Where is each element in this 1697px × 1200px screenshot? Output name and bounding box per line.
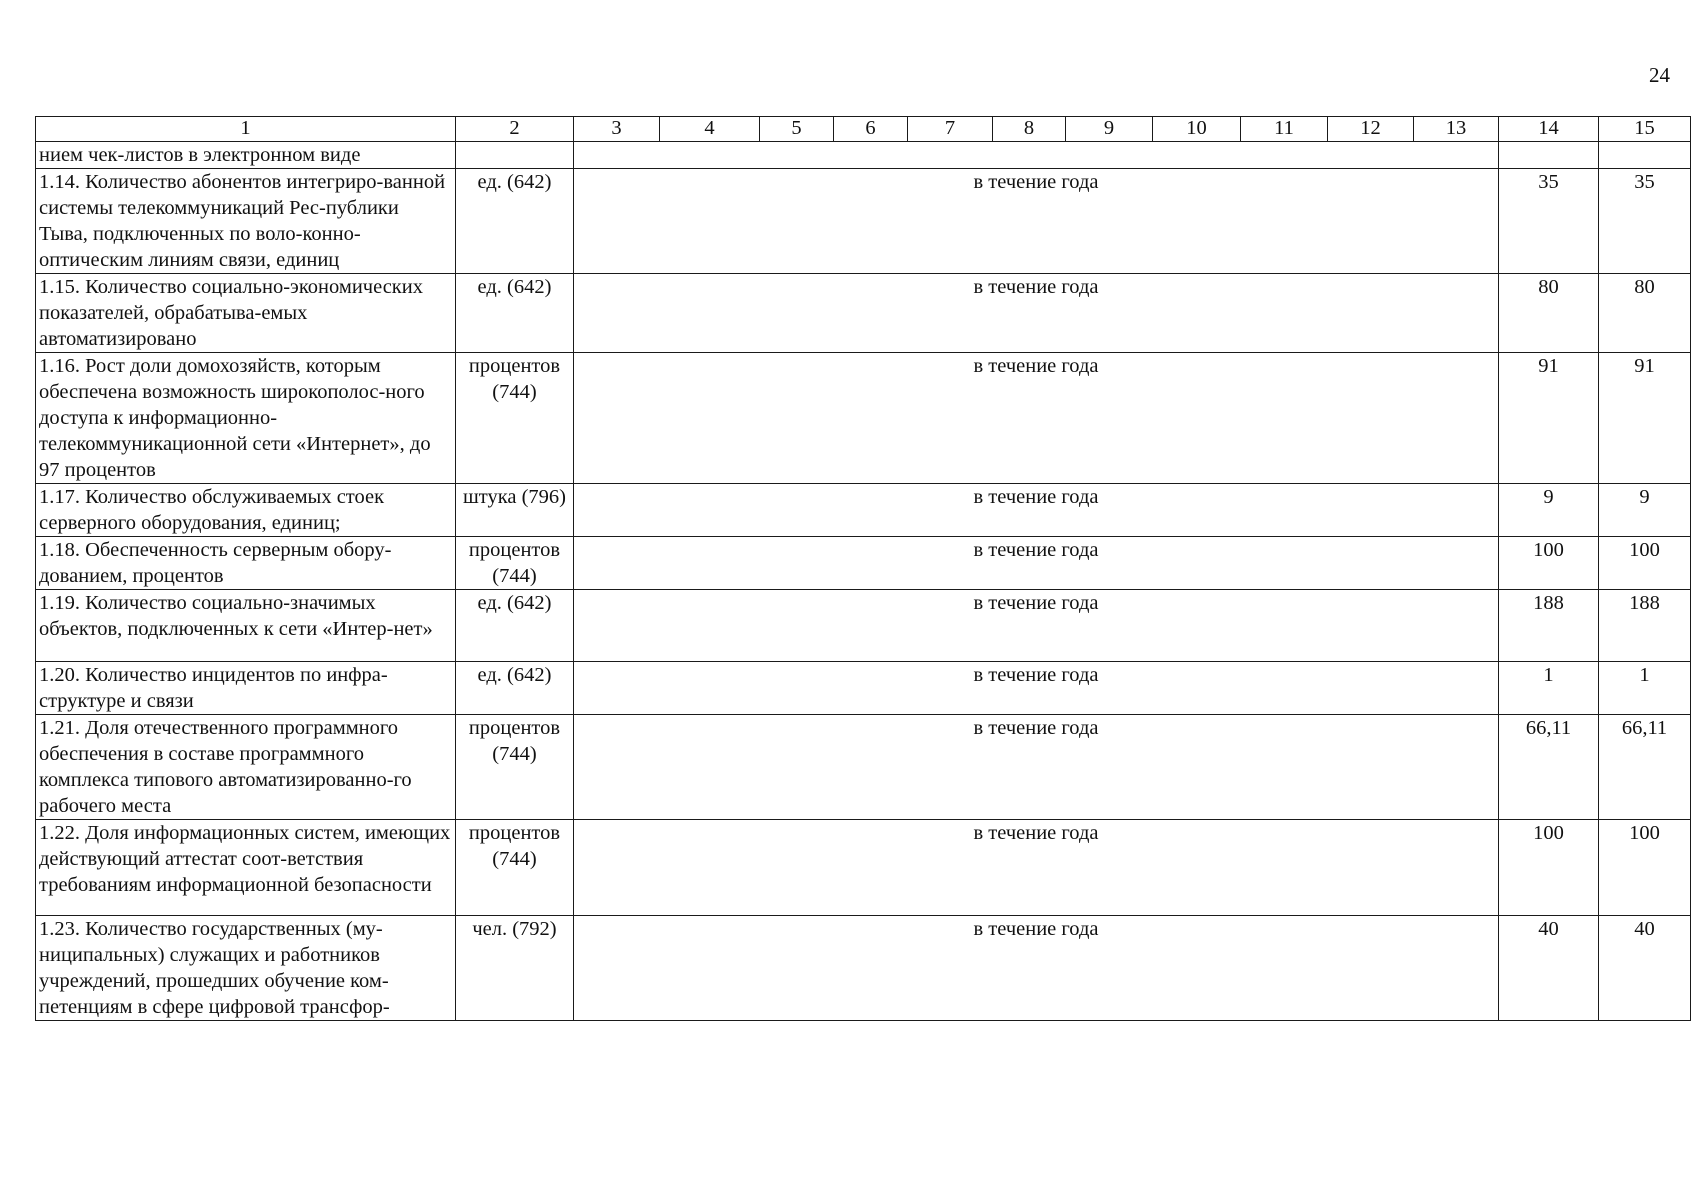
unit-cell: штука (796): [456, 484, 574, 537]
value-col14-cell: 100: [1499, 537, 1599, 590]
value-col15-cell: 80: [1599, 274, 1691, 353]
value-col14-cell: 1: [1499, 662, 1599, 715]
period-cell: в течение года: [574, 715, 1499, 820]
indicator-name-cell: 1.17. Количество обслуживаемых стоек серверного оборудования, единиц;: [36, 484, 456, 537]
table-row: [36, 537, 1691, 590]
column-header-14: 14: [1499, 117, 1599, 142]
table-row: [36, 353, 1691, 484]
indicator-name-cell: 1.23. Количество государственных (му-ниципальных) служащих и работников учреждений, прошедших обучение ком-петенциям в сфере цифровой трансфор-: [36, 916, 456, 1021]
header-row: [36, 117, 1691, 142]
column-header-11: 11: [1241, 117, 1328, 142]
indicator-name-cell: 1.19. Количество социально-значимых объектов, подключенных к сети «Интер-нет»: [36, 590, 456, 662]
unit-cell: ед. (642): [456, 662, 574, 715]
value-col14-cell: 188: [1499, 590, 1599, 662]
value-col14-cell: 40: [1499, 916, 1599, 1021]
table-row: [36, 662, 1691, 715]
unit-cell: процентов (744): [456, 353, 574, 484]
value-col15-cell: 188: [1599, 590, 1691, 662]
value-col14-cell: 35: [1499, 169, 1599, 274]
table-row: [36, 484, 1691, 537]
value-col15-cell: 66,11: [1599, 715, 1691, 820]
indicator-name-cell: 1.14. Количество абонентов интегриро-ванной системы телекоммуникаций Рес-публики Тыва, подключенных по воло-конно-оптическим линиям связи, единиц: [36, 169, 456, 274]
table-row: [36, 715, 1691, 820]
column-header-6: 6: [834, 117, 908, 142]
table-row: [36, 142, 1691, 169]
value-col15-cell: 9: [1599, 484, 1691, 537]
value-col14-cell: 80: [1499, 274, 1599, 353]
table-body: [36, 117, 1691, 1021]
indicator-name-cell: 1.16. Рост доли домохозяйств, которым обеспечена возможность широкополос-ного доступа к информационно-телекоммуникационной сети «Интернет», до 97 процентов: [36, 353, 456, 484]
indicator-name-cell: 1.22. Доля информационных систем, имеющих действующий аттестат соот-ветствия требованиям информационной безопасности: [36, 820, 456, 916]
unit-cell: процентов (744): [456, 537, 574, 590]
column-header-15: 15: [1599, 117, 1691, 142]
indicators-table: [35, 116, 1691, 1021]
value-col15-cell: [1599, 142, 1691, 169]
column-header-7: 7: [908, 117, 993, 142]
column-header-10: 10: [1153, 117, 1241, 142]
indicator-name-cell: 1.21. Доля отечественного программного обеспечения в составе программного комплекса типового автоматизированно-го рабочего места: [36, 715, 456, 820]
period-cell: в течение года: [574, 916, 1499, 1021]
value-col15-cell: 40: [1599, 916, 1691, 1021]
value-col15-cell: 91: [1599, 353, 1691, 484]
indicator-name-cell: 1.18. Обеспеченность серверным обору-дованием, процентов: [36, 537, 456, 590]
column-header-3: 3: [574, 117, 660, 142]
value-col14-cell: 9: [1499, 484, 1599, 537]
value-col14-cell: 100: [1499, 820, 1599, 916]
period-cell: в течение года: [574, 274, 1499, 353]
period-cell: в течение года: [574, 484, 1499, 537]
indicator-name-cell: 1.20. Количество инцидентов по инфра-структуре и связи: [36, 662, 456, 715]
value-col15-cell: 1: [1599, 662, 1691, 715]
unit-cell: процентов (744): [456, 715, 574, 820]
unit-cell: ед. (642): [456, 590, 574, 662]
table-row: [36, 590, 1691, 662]
unit-cell: ед. (642): [456, 274, 574, 353]
indicator-name-cell: нием чек-листов в электронном виде: [36, 142, 456, 169]
value-col14-cell: 66,11: [1499, 715, 1599, 820]
value-col15-cell: 35: [1599, 169, 1691, 274]
period-cell: [574, 142, 1499, 169]
indicator-name-cell: 1.15. Количество социально-экономических показателей, обрабатыва-емых автоматизировано: [36, 274, 456, 353]
period-cell: в течение года: [574, 537, 1499, 590]
period-cell: в течение года: [574, 590, 1499, 662]
period-cell: в течение года: [574, 662, 1499, 715]
period-cell: в течение года: [574, 820, 1499, 916]
value-col14-cell: 91: [1499, 353, 1599, 484]
table-row: [36, 274, 1691, 353]
period-cell: в течение года: [574, 353, 1499, 484]
column-header-13: 13: [1414, 117, 1499, 142]
unit-cell: ед. (642): [456, 169, 574, 274]
column-header-2: 2: [456, 117, 574, 142]
column-header-12: 12: [1328, 117, 1414, 142]
value-col14-cell: [1499, 142, 1599, 169]
page-number: 24: [1649, 63, 1670, 87]
value-col15-cell: 100: [1599, 820, 1691, 916]
column-header-5: 5: [760, 117, 834, 142]
unit-cell: процентов (744): [456, 820, 574, 916]
column-header-9: 9: [1066, 117, 1153, 142]
column-header-8: 8: [993, 117, 1066, 142]
unit-cell: чел. (792): [456, 916, 574, 1021]
table-row: [36, 916, 1691, 1021]
table-row: [36, 820, 1691, 916]
value-col15-cell: 100: [1599, 537, 1691, 590]
column-header-4: 4: [660, 117, 760, 142]
column-header-1: 1: [36, 117, 456, 142]
period-cell: в течение года: [574, 169, 1499, 274]
table-row: [36, 169, 1691, 274]
unit-cell: [456, 142, 574, 169]
